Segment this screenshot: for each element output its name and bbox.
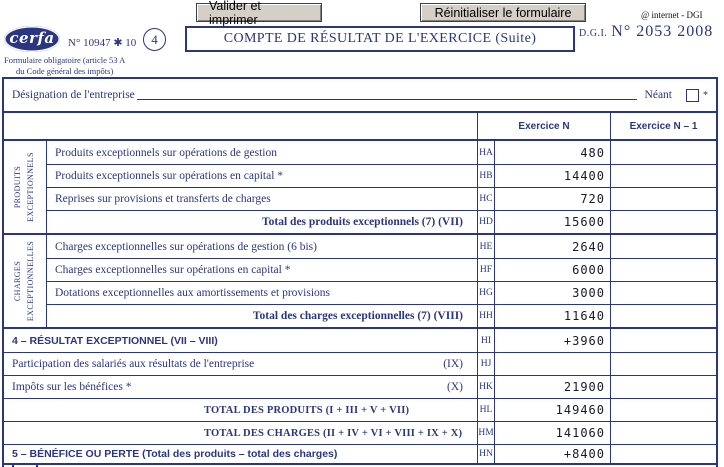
row-code-box: HL (477, 399, 495, 421)
input-HI-exercice-n[interactable]: +3960 (563, 333, 605, 348)
row-code-box: HM (477, 422, 495, 444)
row-label: Reprises sur provisions et transferts de charges (55, 193, 271, 205)
row-label: Impôts sur les bénéfices * (12, 381, 132, 393)
form-body (2, 77, 718, 467)
row-code-box: HG (477, 282, 495, 304)
table-row (47, 304, 716, 327)
input-HM-exercice-n[interactable]: 141060 (555, 426, 605, 440)
col-header-exercice-n-1: Exercice N – 1 (610, 113, 716, 139)
mandatory-note-line2: du Code général des impôts) (16, 65, 114, 76)
row-label-cell (4, 329, 477, 352)
dgi-label: D.G.I. (579, 28, 608, 39)
row-label-cell (47, 282, 477, 304)
input-HA-exercice-n-1[interactable] (610, 141, 716, 164)
cerfa-logo (4, 26, 60, 52)
table-row (4, 444, 716, 465)
row-label: Produits exceptionnels sur opérations en capital * (55, 170, 284, 182)
input-HB-exercice-n-1[interactable] (610, 165, 716, 187)
input-HJ-exercice-n-1[interactable] (610, 353, 716, 375)
row-label: Dotations exceptionnelles aux amortissements et provisions (55, 287, 330, 299)
group-label-line: EXCEPTIONNELLES (26, 240, 35, 322)
row-code-box: HB (477, 165, 495, 187)
row-code-box: HA (477, 141, 495, 164)
row-label-cell (4, 376, 477, 398)
table-row (4, 375, 716, 398)
row-label: 5 – BÉNÉFICE OU PERTE (Total des produits – total des charges) (12, 448, 338, 460)
table-row (4, 352, 716, 375)
charges-exceptionnelles-group (4, 233, 716, 327)
table-header-row (4, 113, 716, 141)
row-label: Produits exceptionnels sur opérations de gestion (55, 146, 277, 159)
table-row (47, 258, 716, 281)
internet-dgi-tag: @ internet - DGI (641, 10, 703, 20)
mandatory-note (4, 55, 125, 76)
neant-label: Néant (644, 89, 672, 101)
table-row (47, 187, 716, 210)
input-HG-exercice-n-1[interactable] (610, 282, 716, 304)
row-code-box: HJ (477, 353, 495, 375)
group-label-line: EXCEPTIONNELS (26, 152, 35, 222)
row-code-box: HE (477, 235, 495, 258)
cerfa-number: N° 10947 ✱ 10 (68, 37, 137, 49)
row-label-cell (47, 165, 477, 187)
table-row (47, 281, 716, 304)
sheet-number: 4 (151, 31, 158, 47)
dgi-reference (579, 23, 713, 41)
row-label-cell (4, 422, 477, 444)
row-label-cell (4, 399, 477, 421)
input-HC-exercice-n[interactable]: 720 (580, 192, 605, 206)
form-title: COMPTE DE RÉSULTAT DE L'EXERCICE (Suite) (185, 26, 575, 52)
group-label-line: CHARGES (13, 260, 23, 302)
input-HF-exercice-n-1[interactable] (610, 259, 716, 281)
row-label: Total des charges exceptionnelles (7) (VIII) (252, 310, 463, 322)
table-row (47, 210, 716, 233)
dgi-number: N° 2053 2008 (611, 23, 714, 40)
row-label-cell (4, 353, 477, 375)
input-HK-exercice-n-1[interactable] (610, 376, 716, 398)
table-row (4, 421, 716, 444)
input-HM-exercice-n-1[interactable] (610, 422, 716, 444)
row-label: Charges exceptionnelles sur opérations de gestion (6 bis) (55, 240, 317, 253)
group-label-line: PRODUITS (13, 165, 23, 209)
input-HE-exercice-n[interactable]: 2640 (572, 239, 605, 254)
input-HF-exercice-n[interactable]: 6000 (572, 263, 605, 277)
row-label: TOTAL DES PRODUITS (I + III + V + VII) (204, 404, 410, 416)
input-HL-exercice-n[interactable]: 149460 (555, 403, 605, 417)
group-label-charges-exceptionnelles (4, 235, 47, 327)
input-HD-exercice-n-1[interactable] (610, 211, 716, 233)
row-label: 4 – RÉSULTAT EXCEPTIONNEL (VII – VIII) (12, 334, 218, 347)
totals-section (4, 327, 716, 465)
designation-label: Désignation de l'entreprise (12, 89, 135, 101)
table-row (4, 329, 716, 352)
row-label: Total des produits exceptionnels (7) (VII) (262, 216, 463, 228)
table-row (47, 164, 716, 187)
group-label-produits-exceptionnels (4, 141, 47, 233)
input-HL-exercice-n-1[interactable] (610, 399, 716, 421)
neant-checkbox[interactable] (686, 89, 699, 102)
mandatory-note-line1: Formulaire obligatoire (article 53 A (4, 55, 126, 65)
table-row (4, 398, 716, 421)
row-roman-numeral: (X) (447, 381, 463, 393)
produits-exceptionnels-group (4, 141, 716, 233)
row-label-cell (47, 259, 477, 281)
input-HE-exercice-n-1[interactable] (610, 235, 716, 258)
input-HI-exercice-n-1[interactable] (610, 329, 716, 352)
designation-input[interactable] (137, 85, 637, 100)
input-HN-exercice-n-1[interactable] (610, 445, 716, 463)
cerfa-logo-text: cerfa (9, 29, 55, 47)
table-row (47, 141, 716, 164)
input-HK-exercice-n[interactable]: 21900 (563, 380, 605, 394)
input-HG-exercice-n[interactable]: 3000 (572, 286, 605, 300)
row-code-box: HK (477, 376, 495, 398)
row-label-cell (47, 188, 477, 210)
row-label: Participation des salariés aux résultats de l'entreprise (12, 358, 255, 370)
row-roman-numeral: (IX) (443, 358, 463, 370)
validate-print-button[interactable]: Valider et imprimer (196, 3, 322, 22)
row-label-cell (47, 141, 477, 164)
designation-row (4, 79, 716, 113)
row-code-box: HN (477, 445, 495, 463)
neant-asterisk: * (703, 89, 708, 101)
row-label-cell (47, 305, 477, 327)
reset-form-button[interactable]: Réinitialiser le formulaire (420, 3, 586, 22)
row-label: TOTAL DES CHARGES (II + IV + VI + VIII + IX + X) (204, 427, 463, 439)
row-code-box: HD (477, 211, 495, 233)
sheet-number-badge (143, 28, 166, 51)
row-label-cell (47, 211, 477, 233)
row-code-box: HC (477, 188, 495, 210)
row-code-box: HI (477, 329, 495, 352)
input-HN-exercice-n[interactable]: +8400 (563, 447, 605, 461)
table-row (47, 235, 716, 258)
input-HJ-exercice-n[interactable] (495, 353, 610, 375)
row-label-cell (4, 445, 477, 463)
row-label: Charges exceptionnelles sur opérations en capital * (55, 264, 291, 276)
table-header-spacer (4, 113, 477, 139)
input-HC-exercice-n-1[interactable] (610, 188, 716, 210)
input-HH-exercice-n-1[interactable] (610, 305, 716, 327)
col-header-exercice-n: Exercice N (477, 113, 610, 139)
input-HH-exercice-n[interactable]: 11640 (563, 309, 605, 323)
row-label-cell (47, 235, 477, 258)
input-HA-exercice-n[interactable]: 480 (580, 145, 605, 160)
input-HB-exercice-n[interactable]: 14400 (563, 169, 605, 183)
row-code-box: HF (477, 259, 495, 281)
row-code-box: HH (477, 305, 495, 327)
input-HD-exercice-n[interactable]: 15600 (563, 215, 605, 229)
